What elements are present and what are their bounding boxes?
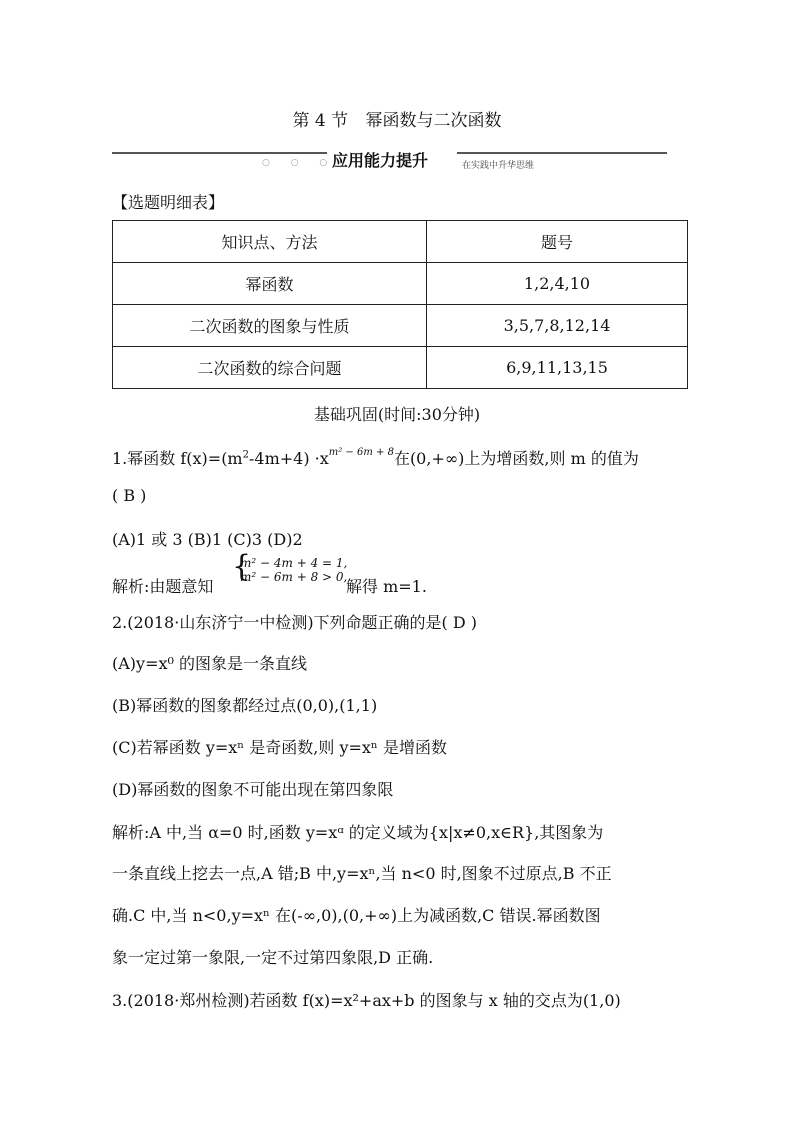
table-row xyxy=(113,305,688,347)
banner-subtitle: 在实践中升华思维 xyxy=(462,161,535,171)
table-header-row xyxy=(113,221,688,263)
table-cell-questions: 1,2,4,10 xyxy=(427,263,688,305)
q3-stem: 3.(2018·郑州检测)若函数 f(x)=x²+ax+b 的图象与 x 轴的交点为(1,0) xyxy=(112,991,621,1010)
table-row xyxy=(113,263,688,305)
table-cell-topic: 二次函数的综合问题 xyxy=(113,347,427,389)
q1-exponent: m² − 6m + 8 xyxy=(328,447,394,458)
table-cell-topic: 幂函数 xyxy=(113,263,427,305)
q1-options: (A)1 或 3 (B)1 (C)3 (D)2 xyxy=(112,530,303,549)
banner-rule-left xyxy=(112,152,327,154)
q1-answer: ( B ) xyxy=(112,486,147,505)
q1-stem-a: 1.幂函数 f(x)=(m xyxy=(112,449,243,468)
q1-stem xyxy=(112,446,639,469)
system-row-1: m² − 4m + 4 = 1, xyxy=(240,556,348,570)
q1-stem-c: 在(0,+∞)上为增函数,则 m 的值为 xyxy=(393,449,639,468)
section-banner xyxy=(112,144,667,170)
q1-equation-system xyxy=(232,549,348,584)
section-heading: 基础巩固(时间:30分钟) xyxy=(313,405,481,424)
q2-analysis-line: 确.C 中,当 n<0,y=xⁿ 在(-∞,0),(0,+∞)上为减函数,C 错误.幂函数图 xyxy=(112,906,601,925)
q2-option-d: (D)幂函数的图象不可能出现在第四象限 xyxy=(112,780,394,799)
table-label: 【选题明细表】 xyxy=(112,193,225,212)
q1-analysis-prefix: 解析:由题意知 xyxy=(112,577,214,596)
topic-table xyxy=(112,220,688,389)
section-title: 幂函数与二次函数 xyxy=(365,111,502,131)
q1-analysis-suffix: 解得 m=1. xyxy=(346,577,427,596)
system-brace: { xyxy=(232,549,252,584)
q2-option-c: (C)若幂函数 y=xⁿ 是奇函数,则 y=xⁿ 是增函数 xyxy=(112,738,447,757)
table-cell-questions: 6,9,11,13,15 xyxy=(427,347,688,389)
q2-analysis-line: 解析:A 中,当 α=0 时,函数 y=xᵅ 的定义域为{x|x≠0,x∈R},其图象为 xyxy=(112,823,604,842)
q2-stem: 2.(2018·山东济宁一中检测)下列命题正确的是( D ) xyxy=(112,613,478,632)
section-number: 第 4 节 xyxy=(292,111,349,131)
table-cell-topic: 二次函数的图象与性质 xyxy=(113,305,427,347)
table-cell-questions: 3,5,7,8,12,14 xyxy=(427,305,688,347)
q2-option-a: (A)y=x⁰ 的图象是一条直线 xyxy=(112,654,308,673)
table-row xyxy=(113,347,688,389)
banner-dots: ○ ○ ○ xyxy=(262,158,337,168)
q2-analysis-line: 一条直线上挖去一点,A 错;B 中,y=xⁿ,当 n<0 时,图象不过原点,B 不正 xyxy=(112,864,612,883)
banner-rule-right xyxy=(457,152,667,154)
table-header-topic: 知识点、方法 xyxy=(113,221,427,263)
system-row-2: m² − 6m + 8 > 0, xyxy=(240,570,348,584)
page-title xyxy=(0,106,794,131)
q2-option-b: (B)幂函数的图象都经过点(0,0),(1,1) xyxy=(112,696,378,715)
q2-analysis-line: 象一定过第一象限,一定不过第四象限,D 正确. xyxy=(112,948,434,967)
q1-stem-b: -4m+4) ·x xyxy=(248,449,329,468)
q1-stem-square: 2 xyxy=(242,449,249,461)
banner-title: 应用能力提升 xyxy=(332,151,429,170)
table-header-questions: 题号 xyxy=(427,221,688,263)
